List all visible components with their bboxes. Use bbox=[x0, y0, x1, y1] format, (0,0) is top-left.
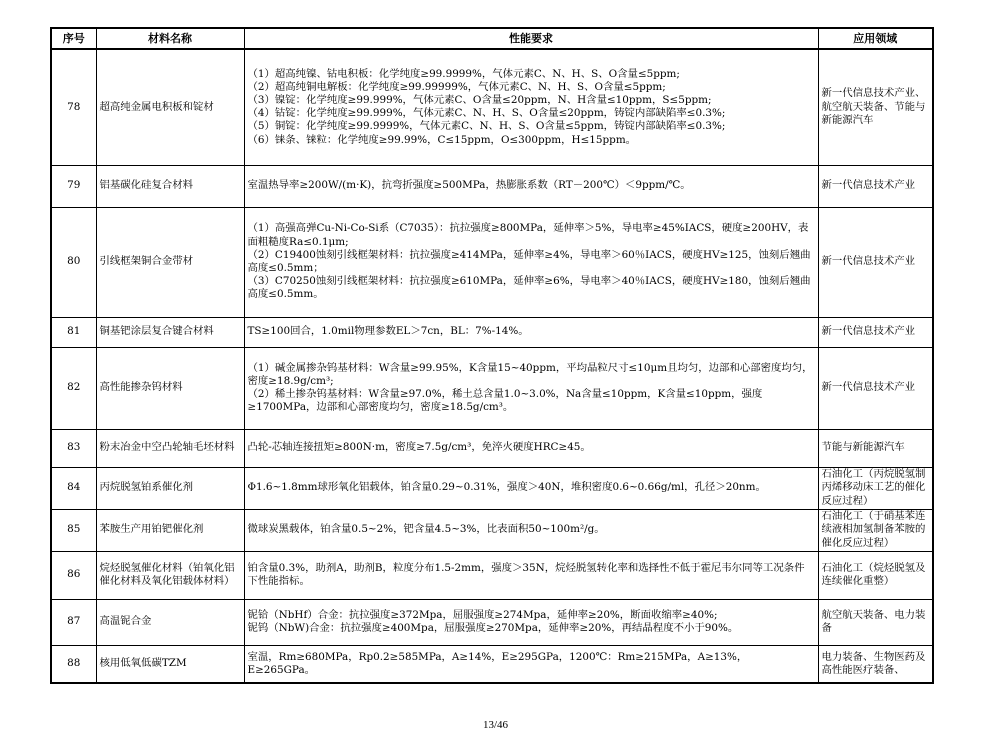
row-number: 85 bbox=[51, 509, 96, 551]
page-number: 13/46 bbox=[482, 719, 509, 731]
table-row bbox=[51, 317, 933, 347]
material-name: 引线框架铜合金带材 bbox=[96, 207, 244, 317]
performance-line: 室温热导率≥200W/(m·K)，抗弯折强度≥500MPa，热膨胀系数（RT－200℃）＜9ppm/℃。 bbox=[247, 179, 691, 192]
application-field: 新一代信息技术产业 bbox=[818, 317, 933, 347]
performance-line: 铌铪（NbHf）合金：抗拉强度≥372Mpa，屈服强度≥274Mpa，延伸率≥20%，断面收缩率≥40%; bbox=[247, 608, 718, 621]
application-field: 电力装备、生物医药及高性能医疗装备、 bbox=[818, 645, 933, 683]
row-number: 86 bbox=[51, 551, 96, 599]
performance-requirements bbox=[244, 165, 818, 207]
row-number: 80 bbox=[51, 207, 96, 317]
row-number: 83 bbox=[51, 429, 96, 467]
table-header-row bbox=[51, 28, 933, 49]
performance-line: （5）铜锭：化学纯度≥99.9999%，气体元素C、N、H、S、O含量≤5ppm，铸锭内部缺陷率≤0.3%; bbox=[247, 120, 726, 133]
performance-line: 室温，Rm≥680MPa，Rp0.2≥585MPa，A≥14%，E≥295GPa，1200℃：Rm≥215MPa，A≥13%，E≥265GPa。 bbox=[247, 650, 748, 676]
performance-requirements bbox=[244, 429, 818, 467]
row-number: 78 bbox=[51, 49, 96, 165]
table-row bbox=[51, 599, 933, 645]
row-number: 88 bbox=[51, 645, 96, 683]
material-name: 铜基钯涂层复合键合材料 bbox=[96, 317, 244, 347]
performance-line: （2）稀土掺杂钨基材料：W含量≥97.0%，稀土总含量1.0~3.0%，Na含量≤10ppm，K含量≤10ppm，强度≥1700MPa，边部和心部密度均匀，密度≥18.5g/cm³。 bbox=[247, 388, 763, 414]
performance-line: （2）C19400蚀刻引线框架材料：抗拉强度≥414MPa，延伸率≥4%，导电率＞60％IACS，硬度HV≥125，蚀刻后翘曲高度≤0.5mm； bbox=[247, 248, 811, 274]
performance-requirements bbox=[244, 551, 818, 599]
performance-line: （1）碱金属掺杂钨基材料：W含量≥99.95%，K含量15~40ppm，平均晶粒尺寸≤10μm且均匀，边部和心部密度均匀，密度≥18.9g/cm³; bbox=[247, 361, 813, 387]
performance-line: Φ1.6~1.8mm球形氧化铝载体，铂含量0.29~0.31%，强度＞40N，堆积密度0.6~0.66g/ml，孔径＞20nm。 bbox=[247, 481, 766, 494]
table-row bbox=[51, 467, 933, 509]
application-field: 石油化工（烷烃脱氢及连续催化重整） bbox=[818, 551, 933, 599]
material-name: 烷烃脱氢催化材料（铂氧化铝催化材料及氧化铝载体材料） bbox=[96, 551, 244, 599]
application-field: 石油化工（丙烷脱氢制丙烯移动床工艺的催化反应过程） bbox=[818, 467, 933, 509]
table-row bbox=[51, 509, 933, 551]
table-row bbox=[51, 207, 933, 317]
material-name: 超高纯金属电积板和锭材 bbox=[96, 49, 244, 165]
performance-line: （2）超高纯铜电解板：化学纯度≥99.99999%，气体元素C、N、H、S、O含量≤5ppm; bbox=[247, 80, 666, 93]
performance-line: 凸轮-芯轴连接扭矩≥800N·m，密度≥7.5g/cm³，免淬火硬度HRC≥45。 bbox=[247, 441, 591, 454]
row-number: 79 bbox=[51, 165, 96, 207]
material-name: 核用低氧低碳TZM bbox=[96, 645, 244, 683]
material-name: 高性能掺杂钨材料 bbox=[96, 347, 244, 429]
application-field: 节能与新能源汽车 bbox=[818, 429, 933, 467]
row-number: 84 bbox=[51, 467, 96, 509]
performance-line: （3）镍锭：化学纯度≥99.999%，气体元素C、O含量≤20ppm，N、H含量≤10ppm，S≤5ppm; bbox=[247, 94, 712, 107]
performance-requirements bbox=[244, 207, 818, 317]
performance-line: 铌钨（NbW)合金：抗拉强度≥400Mpa，屈服强度≥270Mpa，延伸率≥20%，再结晶程度不小于90%。 bbox=[247, 622, 739, 634]
table-row bbox=[51, 165, 933, 207]
table-row bbox=[51, 551, 933, 599]
performance-line: TS≥100回合，1.0mil物理参数EL＞7cn，BL：7%-14%。 bbox=[247, 325, 529, 338]
application-field: 新一代信息技术产业 bbox=[818, 347, 933, 429]
row-number: 81 bbox=[51, 317, 96, 347]
application-field: 石油化工（于硝基苯连续液相加氢制备苯胺的催化反应过程） bbox=[818, 509, 933, 551]
performance-requirements bbox=[244, 467, 818, 509]
materials-table bbox=[50, 27, 934, 684]
header-no: 序号 bbox=[51, 28, 96, 49]
performance-requirements bbox=[244, 645, 818, 683]
material-name: 粉末冶金中空凸轮轴毛坯材料 bbox=[96, 429, 244, 467]
row-number: 82 bbox=[51, 347, 96, 429]
performance-requirements bbox=[244, 317, 818, 347]
performance-line: （3）C70250蚀刻引线框架材料：抗拉强度≥610MPa，延伸率≥6%，导电率＞40％IACS，硬度HV≥180，蚀刻后翘曲高度≤0.5mm。 bbox=[247, 275, 811, 301]
table-row bbox=[51, 429, 933, 467]
performance-line: （1）超高纯镍、钴电积板：化学纯度≥99.9999%，气体元素C、N、H、S、O含量≤5ppm; bbox=[247, 67, 680, 80]
performance-line: （4）钴锭：化学纯度≥99.999%，气体元素C、N、H、S、O含量≤20ppm，铸锭内部缺陷率≤0.3%; bbox=[247, 107, 726, 120]
performance-line: （1）高强高弹Cu-Ni-Co-Si系（C7035）：抗拉强度≥800MPa，延伸率＞5%，导电率≥45%IACS，硬度≥200HV，表面粗糙度Ra≤0.1μm; bbox=[247, 222, 809, 248]
application-field: 新一代信息技术产业 bbox=[818, 207, 933, 317]
performance-requirements bbox=[244, 509, 818, 551]
material-name: 高温铌合金 bbox=[96, 599, 244, 645]
performance-line: 微球炭黑载体，铂含量0.5~2%，钯含量4.5~3%，比表面积50~100m²/g。 bbox=[247, 523, 605, 536]
table-row bbox=[51, 347, 933, 429]
performance-line: （6）铼条、铼粒：化学纯度≥99.99%，C≤15ppm，O≤300ppm，H≤15ppm。 bbox=[247, 133, 637, 146]
application-field: 新一代信息技术产业 bbox=[818, 165, 933, 207]
material-name: 苯胺生产用铂钯催化剂 bbox=[96, 509, 244, 551]
application-field: 航空航天装备、电力装备 bbox=[818, 599, 933, 645]
performance-requirements bbox=[244, 49, 818, 165]
table-row bbox=[51, 49, 933, 165]
material-name: 丙烷脱氢铂系催化剂 bbox=[96, 467, 244, 509]
application-field: 新一代信息技术产业、航空航天装备、节能与新能源汽车 bbox=[818, 49, 933, 165]
table-row bbox=[51, 645, 933, 683]
performance-requirements bbox=[244, 347, 818, 429]
row-number: 87 bbox=[51, 599, 96, 645]
performance-line: 铂含量0.3%，助剂A，助剂B，粒度分布1.5-2mm，强度＞35N，烷烃脱氢转化率和选择性不低于霍尼韦尔同等工况条件下性能指标。 bbox=[247, 561, 805, 587]
material-name: 铝基碳化硅复合材料 bbox=[96, 165, 244, 207]
header-name: 材料名称 bbox=[96, 28, 244, 49]
header-performance: 性能要求 bbox=[244, 28, 818, 49]
header-application: 应用领域 bbox=[818, 28, 933, 49]
performance-requirements bbox=[244, 599, 818, 645]
